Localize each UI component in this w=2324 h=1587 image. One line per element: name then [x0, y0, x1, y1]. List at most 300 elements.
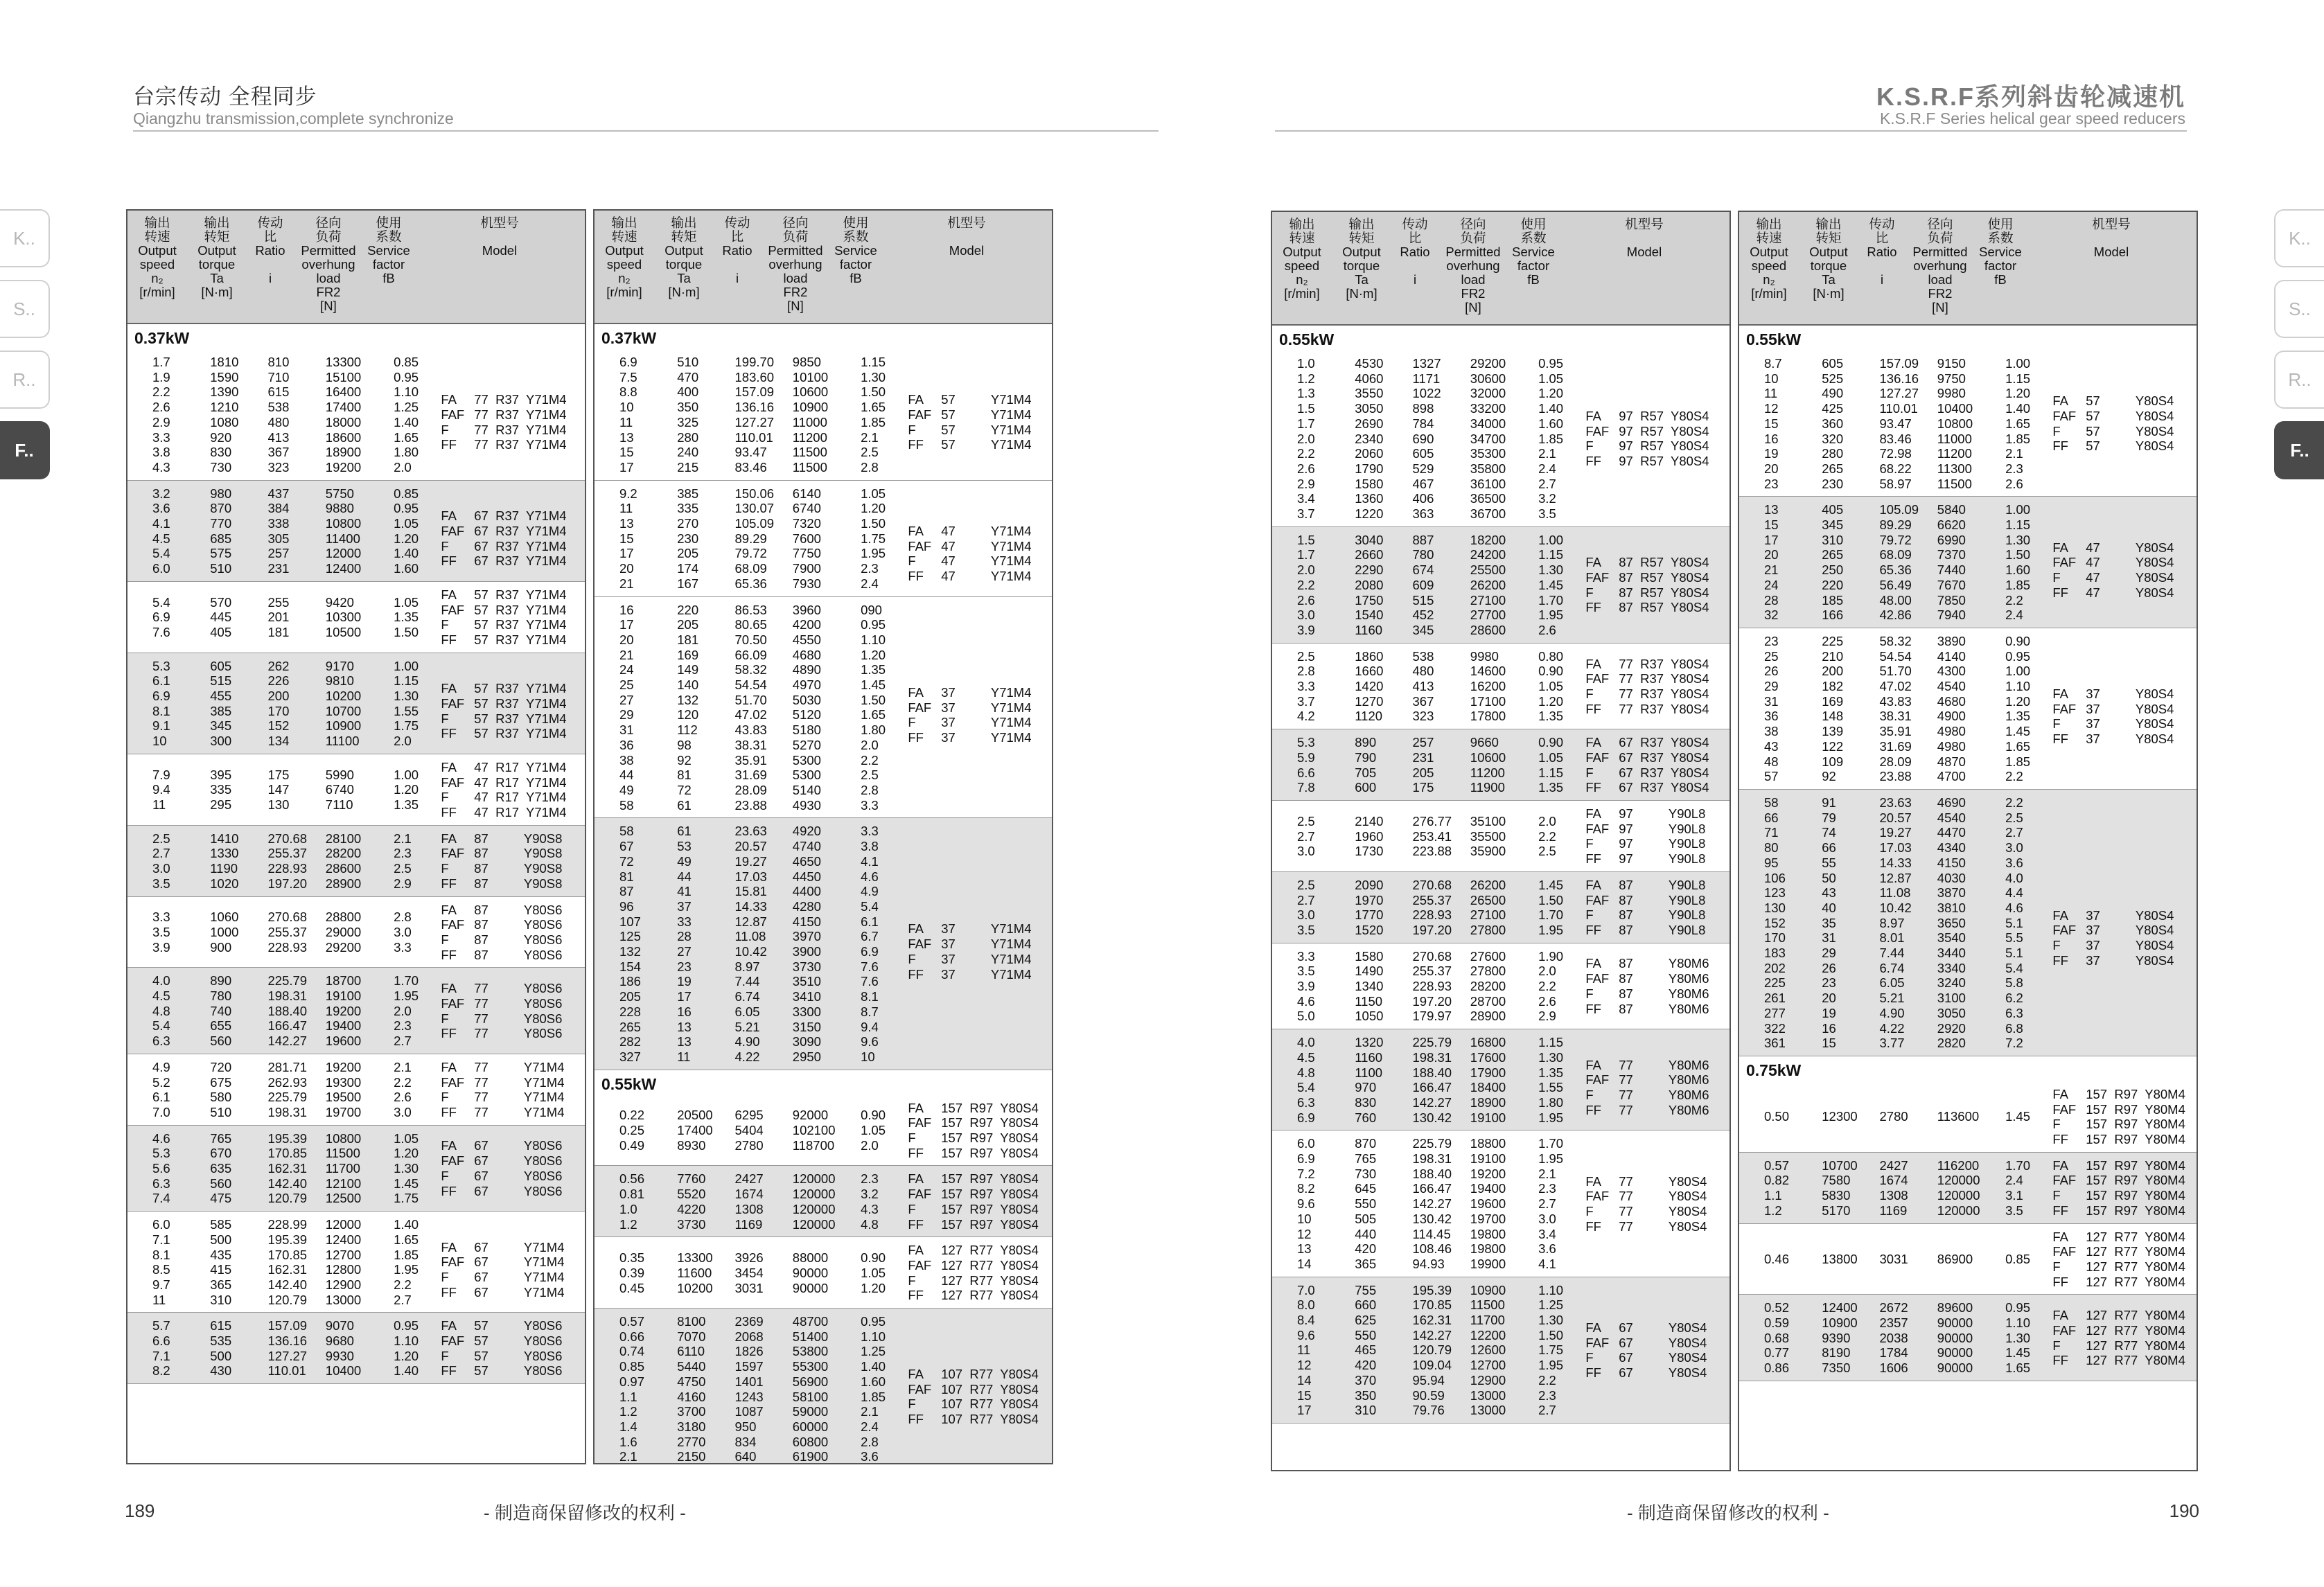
model-number-cell: 127 R77 Y80M4 127 R77 Y80M4 127 R77 Y80M4 127 R77 Y80M4 [2086, 1229, 2185, 1289]
output-torque-cell: 1810 1590 1390 1210 1080 920 830 730 [210, 355, 239, 475]
service-factor-cell: 1.05 1.35 1.50 [394, 594, 419, 640]
service-factor-cell: 1.45 1.50 1.70 1.95 [1538, 877, 1564, 937]
output-torque-cell: 720 675 580 510 [210, 1059, 232, 1119]
header-cell: 传动 比 Ratio i [255, 215, 285, 285]
overhung-load-cell: 9420 10300 10500 [325, 594, 362, 640]
mount-type-cell: FA FAF F FF [2052, 686, 2077, 747]
table-row-group [1739, 1081, 2197, 1153]
power-label: 0.37kW [601, 329, 657, 347]
output-torque-cell: 10700 7580 5830 5170 [1822, 1158, 1858, 1218]
header-cell: 径向 负荷 Permitted overhung load FR2 [N] [301, 215, 356, 313]
model-number-cell: 157 R97 Y80S4 157 R97 Y80S4 157 R97 Y80S4 157 R97 Y80S4 [941, 1171, 1039, 1232]
power-label: 0.75kW [1746, 1061, 1802, 1079]
ratio-cell: 2427 1674 1308 1169 [1879, 1158, 1908, 1218]
model-cell [441, 1318, 576, 1378]
output-torque-cell: 615 535 500 430 [210, 1318, 232, 1378]
overhung-load-cell: 29200 30600 32000 33200 34000 34700 35300 35800 36100 36500 36700 [1470, 356, 1506, 522]
table-row-group [1739, 1224, 2197, 1295]
model-cell [441, 1138, 576, 1198]
output-torque-cell: 1410 1330 1190 1020 [210, 831, 239, 891]
model-number-cell: 57 R37 Y71M4 57 R37 Y71M4 57 R37 Y71M4 57 R37 Y71M4 [474, 681, 567, 741]
model-cell [2052, 1230, 2188, 1290]
mount-type-cell: FA FAF F FF [441, 1138, 465, 1198]
output-speed-cell: 4.0 4.5 4.8 5.4 6.3 [152, 973, 170, 1049]
model-cell [1585, 735, 1721, 795]
output-speed-cell: 2.5 2.7 3.0 3.5 [1297, 877, 1315, 937]
model-number-cell: 77 R37 Y80S4 77 R37 Y80S4 77 R37 Y80S4 77 R37 Y80S4 [1619, 656, 1709, 716]
ratio-cell: 175 147 130 [267, 767, 290, 813]
service-factor-cell: 1.15 1.30 1.50 1.65 1.85 2.1 2.5 2.8 [861, 355, 886, 475]
output-torque-cell: 2090 1970 1770 1520 [1355, 877, 1384, 937]
model-cell [441, 760, 576, 820]
ratio-cell: 225.79 198.31 188.40 166.47 142.27 130.42 [1412, 1035, 1452, 1125]
output-speed-cell: 0.35 0.39 0.45 [619, 1250, 645, 1295]
model-number-cell: 157 R97 Y80S4 157 R97 Y80S4 157 R97 Y80S4 157 R97 Y80S4 [941, 1100, 1039, 1160]
overhung-load-cell: 9150 9750 9980 10400 10800 11000 11200 11300 11500 [1937, 356, 1973, 491]
output-speed-cell: 7.0 8.0 8.4 9.6 11 12 14 15 17 [1297, 1282, 1315, 1418]
header-cell: 机型号 Model [947, 215, 986, 258]
model-cell [1585, 1291, 1721, 1411]
output-torque-cell: 12300 [1822, 1109, 1858, 1124]
service-factor-cell: 1.00 1.15 1.30 1.45 1.70 1.95 2.6 [1538, 532, 1564, 637]
overhung-load-cell: 10800 11500 11700 12100 12500 [325, 1131, 362, 1206]
overhung-load-cell: 88000 90000 90000 [792, 1250, 829, 1295]
header-cell: 使用 系数 Service factor fB [367, 215, 410, 285]
overhung-load-cell: 10900 11500 11700 12200 12600 12700 12900 13000 13000 [1470, 1282, 1506, 1418]
service-factor-cell: 1.45 [2005, 1109, 2031, 1124]
output-torque-cell: 1580 1490 1340 1150 1050 [1355, 948, 1384, 1024]
output-torque-cell: 890 790 705 600 [1355, 735, 1377, 795]
ratio-cell: 2780 [1879, 1109, 1908, 1124]
overhung-load-cell: 9980 14600 16200 17100 17800 [1470, 648, 1506, 724]
table-row-group [1739, 1295, 2197, 1381]
output-torque-cell: 8100 7070 6110 5440 4750 4160 3700 3180 2770 2150 [677, 1314, 706, 1464]
table-row-group [1272, 644, 1729, 730]
output-speed-cell: 5.7 6.6 7.1 8.2 [152, 1318, 170, 1378]
output-torque-cell: 510 470 400 350 325 280 240 215 [677, 355, 699, 475]
model-cell [908, 493, 1044, 583]
mount-type-cell: FA FAF F FF [1585, 555, 1610, 615]
model-cell [908, 1101, 1044, 1161]
ratio-cell: 2672 2357 2038 1784 1606 [1879, 1300, 1908, 1376]
header-left-en: Qiangzhu transmission,complete synchronize [133, 109, 454, 127]
mount-type-cell: FA FAF F FF [441, 1318, 465, 1378]
mount-type-cell: FA FAF F FF [441, 981, 465, 1041]
overhung-load-cell: 92000 102100 118700 [792, 1108, 836, 1153]
output-speed-cell: 1.5 1.7 2.0 2.2 2.6 3.0 3.9 [1297, 532, 1315, 637]
model-cell [908, 1322, 1044, 1457]
table-row-group [1272, 351, 1729, 527]
ratio-cell: 23.63 20.57 19.27 17.03 14.33 12.87 11.08 10.42 8.97 8.01 7.44 6.74 6.05 5.21 4.90 4.22 3.77 [1879, 795, 1912, 1051]
model-number-cell: 77 Y80S4 77 Y80S4 77 Y80S4 77 Y80S4 [1619, 1173, 1707, 1234]
ratio-cell: 255 201 181 [267, 594, 290, 640]
mount-type-cell: FA FAF F FF [908, 1367, 932, 1427]
output-speed-cell: 13 15 17 20 21 24 28 32 [1764, 502, 1779, 623]
mount-type-cell: FA FAF F FF [908, 1100, 932, 1160]
table-body [1739, 326, 2197, 1381]
output-speed-cell: 4.9 5.2 6.1 7.0 [152, 1059, 170, 1119]
mount-type-cell: FA FAF F FF [908, 392, 932, 452]
model-cell [2052, 510, 2188, 615]
output-torque-cell: 225 210 200 182 169 148 139 122 109 92 [1822, 633, 1844, 784]
ratio-cell: 810 710 615 538 480 413 367 323 [267, 355, 290, 475]
ratio-cell: 225.79 198.31 188.40 166.47 142.27 [267, 973, 308, 1049]
table-row-group [127, 481, 585, 582]
table-row-group [1272, 801, 1729, 872]
ratio-cell: 195.39 170.85 162.31 142.27 120.79 109.04 95.94 90.59 79.76 [1412, 1282, 1452, 1418]
output-torque-cell: 1060 1000 900 [210, 910, 239, 955]
model-cell [441, 903, 576, 963]
table-row-group [595, 818, 1052, 1070]
table-row-group [595, 481, 1052, 597]
model-number-cell: 77 Y71M4 77 Y71M4 77 Y71M4 77 Y71M4 [474, 1059, 565, 1119]
table-row-group [127, 968, 585, 1054]
mount-type-cell: FA FAF F FF [2052, 393, 2077, 454]
output-torque-cell: 61 53 49 44 41 37 33 28 27 23 19 17 16 13 13 11 [677, 824, 692, 1064]
ratio-cell: 6295 5404 2780 [734, 1108, 764, 1153]
table-row-group [595, 1309, 1052, 1464]
mount-type-cell: FA FAF F FF [908, 684, 932, 745]
ratio-cell: 2427 1674 1308 1169 [734, 1171, 764, 1232]
overhung-load-cell: 28100 28200 28600 28900 [325, 831, 362, 891]
header-cell: 输出 转速 Output speed n₂ [r/min] [138, 215, 177, 299]
output-speed-cell: 5.4 6.9 7.6 [152, 594, 170, 640]
model-cell [2052, 1308, 2188, 1368]
overhung-load-cell: 9660 10600 11200 11900 [1470, 735, 1506, 795]
tab-r[interactable]: R.. [2274, 351, 2324, 409]
mount-type-cell: FA FAF F FF [2052, 1086, 2077, 1147]
table-row-group [127, 1054, 585, 1126]
model-cell [908, 362, 1044, 468]
overhung-load-cell: 9070 9680 9930 10400 [325, 1318, 362, 1378]
mount-type-cell: FA FAF F FF [441, 681, 465, 741]
output-torque-cell: 570 445 405 [210, 594, 232, 640]
header-cell: 传动 比 Ratio i [722, 215, 752, 285]
output-speed-cell: 0.22 0.25 0.49 [619, 1108, 645, 1153]
service-factor-cell: 0.95 1.05 1.20 1.40 1.60 1.85 2.1 2.4 2.7 3.2 3.5 [1538, 356, 1564, 522]
table-body [595, 324, 1052, 1464]
header-rule-right [1275, 130, 2187, 132]
header-rule-left [133, 130, 1159, 132]
overhung-load-cell: 9170 9810 10200 10700 10900 11100 [325, 658, 362, 749]
model-cell [908, 610, 1044, 805]
side-tabs-right [2274, 209, 2324, 492]
footer-notice-left: - 制造商保留修改的权利 - [484, 1502, 686, 1523]
ratio-cell: 281.71 262.93 225.79 198.31 [267, 1059, 308, 1119]
table-row-group [1739, 790, 2197, 1056]
output-torque-cell: 20500 17400 8930 [677, 1108, 713, 1153]
model-cell [441, 1225, 576, 1300]
output-torque-cell: 2140 1960 1730 [1355, 813, 1384, 859]
model-number-cell: 37 Y71M4 37 Y71M4 37 Y71M4 37 Y71M4 [941, 684, 1032, 745]
output-speed-cell: 2.5 2.7 3.0 [1297, 813, 1315, 859]
output-speed-cell: 5.3 6.1 6.9 8.1 9.1 10 [152, 658, 170, 749]
service-factor-cell: 1.05 1.20 1.50 1.75 1.95 2.3 2.4 [861, 486, 886, 591]
mount-type-cell: FA FAF F FF [908, 1243, 932, 1303]
mount-type-cell: FA FAF F FF [2052, 1308, 2077, 1368]
service-factor-cell: 0.95 1.10 1.25 1.40 1.60 1.85 2.1 2.4 2.8 3.6 [861, 1314, 886, 1464]
model-number-cell: 67 R37 Y71M4 67 R37 Y71M4 67 R37 Y71M4 67 R37 Y71M4 [474, 508, 567, 569]
header-cell: 使用 系数 Service factor fB [1512, 217, 1555, 287]
model-cell [1585, 956, 1721, 1016]
model-cell [1585, 364, 1721, 514]
mount-type-cell: FA FAF F FF [1585, 806, 1610, 867]
header-right-en: K.S.R.F Series helical gear speed reducers [1879, 109, 2185, 127]
table-row-group [127, 582, 585, 653]
overhung-load-cell: 35100 35500 35900 [1470, 813, 1506, 859]
output-torque-cell: 91 79 74 66 55 50 43 40 35 31 29 26 23 20 19 16 15 [1822, 795, 1836, 1051]
service-factor-cell: 1.00 1.15 1.30 1.55 1.75 2.0 [394, 658, 419, 749]
header-cell: 输出 转矩 Output torque Ta [N·m] [1342, 217, 1381, 301]
mount-type-cell: FA FAF F FF [2052, 540, 2077, 600]
mount-type-cell: FA FAF F FF [1585, 877, 1610, 937]
model-cell [1585, 806, 1721, 867]
model-cell [2052, 641, 2188, 777]
model-number-cell: 37 Y80S4 37 Y80S4 37 Y80S4 37 Y80S4 [2086, 686, 2174, 747]
output-speed-cell: 0.57 0.66 0.74 0.85 0.97 1.1 1.2 1.4 1.6 2.1 [619, 1314, 645, 1464]
overhung-load-cell: 9850 10100 10600 10900 11000 11200 11500 11500 [792, 355, 829, 475]
side-tabs-left [0, 209, 50, 492]
output-speed-cell: 6.9 7.5 8.8 10 11 13 15 17 [619, 355, 637, 475]
table-row-group [127, 1313, 585, 1384]
header-cell: 输出 转速 Output speed n₂ [r/min] [1750, 217, 1788, 301]
model-cell [2052, 1087, 2188, 1147]
overhung-load-cell: 120000 120000 120000 120000 [792, 1171, 836, 1232]
output-speed-cell: 1.7 1.9 2.2 2.6 2.9 3.3 3.8 4.3 [152, 355, 170, 475]
selection-table-panel [593, 209, 1053, 1464]
ratio-cell: 270.68 255.37 228.93 197.20 [1412, 877, 1452, 937]
model-cell [441, 493, 576, 569]
overhung-load-cell: 28800 29000 29200 [325, 910, 362, 955]
mount-type-cell: FA FAF F FF [2052, 1158, 2077, 1218]
header-cell: 使用 系数 Service factor fB [1979, 217, 2022, 287]
overhung-load-cell: 13300 15100 16400 17400 18000 18600 18900 19200 [325, 355, 362, 475]
mount-type-cell: FA FAF F FF [1585, 656, 1610, 716]
overhung-load-cell: 27600 27800 28200 28700 28900 [1470, 948, 1506, 1024]
mount-type-cell: FA FAF F FF [441, 392, 465, 452]
output-speed-cell: 9.2 11 13 15 17 20 21 [619, 486, 637, 591]
output-speed-cell: 0.57 0.82 1.1 1.2 [1764, 1158, 1790, 1218]
ratio-cell: 270.68 255.37 228.93 197.20 179.97 [1412, 948, 1452, 1024]
table-row-group [595, 1237, 1052, 1309]
output-torque-cell: 1320 1160 1100 970 830 760 [1355, 1035, 1384, 1125]
tab-f[interactable]: F.. [0, 421, 50, 479]
service-factor-cell: 1.10 1.25 1.30 1.50 1.75 1.95 2.2 2.3 2.7 [1538, 1282, 1564, 1418]
table-body [127, 324, 585, 1384]
table-row-group [127, 897, 585, 968]
service-factor-cell: 0.85 0.95 1.10 1.25 1.40 1.65 1.80 2.0 [394, 355, 419, 475]
service-factor-cell: 0.95 1.10 1.20 1.40 [394, 1318, 419, 1378]
ratio-cell: 2369 2068 1826 1597 1401 1243 1087 950 834 640 [734, 1314, 764, 1464]
header-cell: 使用 系数 Service factor fB [834, 215, 877, 285]
model-cell [441, 587, 576, 648]
mount-type-cell: FA FAF F FF [1585, 956, 1610, 1016]
ratio-cell: 3031 [1879, 1252, 1908, 1267]
overhung-load-cell: 18800 19100 19200 19400 19600 19700 19800 19800 19900 [1470, 1136, 1506, 1271]
output-speed-cell: 2.5 2.7 3.0 3.5 [152, 831, 170, 891]
header-cell: 输出 转速 Output speed n₂ [r/min] [1283, 217, 1321, 301]
model-number-cell: 97 Y90L8 97 Y90L8 97 Y90L8 97 Y90L8 [1619, 806, 1706, 867]
service-factor-cell: 2.1 2.2 2.6 3.0 [394, 1059, 412, 1119]
output-torque-cell: 385 335 270 230 205 174 167 [677, 486, 699, 591]
ratio-cell: 262 226 200 170 152 134 [267, 658, 290, 749]
ratio-cell: 270.68 255.37 228.93 [267, 910, 308, 955]
model-number-cell: 87 Y90L8 87 Y90L8 87 Y90L8 87 Y90L8 [1619, 877, 1706, 937]
service-factor-cell: 2.8 3.0 3.3 [394, 910, 412, 955]
output-torque-cell: 4530 4060 3550 3050 2690 2340 2060 1790 1580 1360 1220 [1355, 356, 1384, 522]
header-right-title: K.S.R.F系列斜齿轮减速机 [1876, 82, 2185, 111]
service-factor-cell: 1.05 1.20 1.30 1.45 1.75 [394, 1131, 419, 1206]
output-speed-cell: 3.3 3.5 3.9 4.6 5.0 [1297, 948, 1315, 1024]
output-speed-cell: 6.0 7.1 8.1 8.5 9.7 11 [152, 1217, 170, 1307]
header-cell: 机型号 Model [1625, 217, 1664, 259]
mount-type-cell: FA FAF F FF [908, 921, 932, 982]
table-row-group [595, 597, 1052, 819]
power-label: 0.37kW [134, 329, 190, 347]
output-torque-cell: 220 205 181 169 149 140 132 120 112 98 92 81 72 61 [677, 602, 699, 813]
header-cell: 传动 比 Ratio i [1400, 217, 1430, 287]
overhung-load-cell: 86900 [1937, 1252, 1973, 1267]
tab-k[interactable]: K.. [2274, 209, 2324, 267]
mount-type-cell: FA FAF F FF [441, 587, 465, 647]
overhung-load-cell: 18700 19100 19200 19400 19600 [325, 973, 362, 1049]
model-number-cell: 67 Y71M4 67 Y71M4 67 Y71M4 67 Y71M4 [474, 1239, 565, 1300]
output-speed-cell: 0.52 0.59 0.68 0.77 0.86 [1764, 1300, 1790, 1376]
mount-type-cell: FA FAF F FF [441, 759, 465, 819]
tab-r[interactable]: R.. [0, 351, 50, 409]
output-torque-cell: 870 765 730 645 550 505 440 420 365 [1355, 1136, 1377, 1271]
model-number-cell: 47 Y71M4 47 Y71M4 47 Y71M4 47 Y71M4 [941, 523, 1032, 583]
service-factor-cell: 1.40 1.65 1.85 1.95 2.2 2.7 [394, 1217, 419, 1307]
table-row-group [595, 349, 1052, 481]
service-factor-cell: 1.70 2.4 3.1 3.5 [2005, 1158, 2031, 1218]
model-number-cell: 87 Y80S6 87 Y80S6 87 Y80S6 87 Y80S6 [474, 902, 563, 962]
table-row-group [1739, 351, 2197, 497]
output-torque-cell: 405 345 310 265 250 220 185 166 [1822, 502, 1844, 623]
service-factor-cell: 2.2 2.5 2.7 3.0 3.6 4.0 4.4 4.6 5.1 5.5 5.1 5.4 5.8 6.2 6.3 6.8 7.2 [2005, 795, 2023, 1051]
model-number-cell: 127 R77 Y80S4 127 R77 Y80S4 127 R77 Y80S4 127 R77 Y80S4 [941, 1243, 1039, 1303]
overhung-load-cell: 4690 4540 4470 4340 4150 4030 3870 3810 3650 3540 3440 3340 3240 3100 3050 2920 2820 [1937, 795, 1966, 1051]
service-factor-cell: 0.90 0.95 1.00 1.10 1.20 1.35 1.45 1.65 1.85 2.2 [2005, 633, 2031, 784]
header-cell: 机型号 Model [480, 215, 519, 258]
header-cell: 径向 负荷 Permitted overhung load FR2 [N] [1912, 217, 1968, 314]
output-torque-cell: 395 335 295 [210, 767, 232, 813]
table-row-group [1272, 729, 1729, 801]
header-left-cn: 台宗传动 全程同步 [133, 85, 317, 109]
mount-type-cell: FA FAF F FF [1585, 735, 1610, 795]
service-factor-cell: 0.80 0.90 1.05 1.20 1.35 [1538, 648, 1564, 724]
model-cell [2052, 803, 2188, 1043]
model-number-cell: 127 R77 Y80M4 127 R77 Y80M4 127 R77 Y80M4 127 R77 Y80M4 [2086, 1308, 2185, 1368]
model-cell [441, 1060, 576, 1120]
mount-type-cell: FA FAF F FF [908, 523, 932, 583]
output-speed-cell: 5.3 5.9 6.6 7.8 [1297, 735, 1315, 795]
service-factor-cell: 0.90 1.05 1.15 1.35 [1538, 735, 1564, 795]
ratio-cell: 86.53 80.65 70.50 66.09 58.32 54.54 51.70 47.02 43.83 38.31 35.91 31.69 28.09 23.88 [734, 602, 767, 813]
mount-type-cell: FA FAF F FF [1585, 1173, 1610, 1234]
model-cell [2052, 364, 2188, 484]
mount-type-cell: FA FAF F FF [441, 1239, 465, 1300]
table-header [1272, 212, 1729, 326]
service-factor-cell: 3.3 3.8 4.1 4.6 4.9 5.4 6.1 6.7 6.9 7.6 7.6 8.1 8.7 9.4 9.6 10 [861, 824, 879, 1064]
power-label: 0.55kW [1746, 330, 1802, 348]
output-torque-cell: 13800 [1822, 1252, 1858, 1267]
model-cell [1585, 540, 1721, 630]
model-cell [1585, 1144, 1721, 1264]
header-cell: 径向 负荷 Permitted overhung load FR2 [N] [768, 215, 823, 313]
header-cell: 机型号 Model [2092, 217, 2131, 259]
ratio-cell: 150.06 130.07 105.09 89.29 79.72 68.09 65.36 [734, 486, 775, 591]
overhung-load-cell: 5990 6740 7110 [325, 767, 354, 813]
model-cell [441, 981, 576, 1041]
mount-type-cell: FA FAF F FF [2052, 907, 2077, 968]
output-speed-cell: 3.3 3.5 3.9 [152, 910, 170, 955]
service-factor-cell: 1.90 2.0 2.2 2.6 2.9 [1538, 948, 1564, 1024]
output-speed-cell: 4.6 5.3 5.6 6.3 7.4 [152, 1131, 170, 1206]
ratio-cell: 437 384 338 305 257 231 [267, 486, 290, 576]
table-row-group [1272, 1131, 1729, 1277]
overhung-load-cell: 4920 4740 4650 4450 4400 4280 4150 3970 3900 3730 3510 3410 3300 3150 3090 2950 [792, 824, 821, 1064]
header-cell: 输出 转矩 Output torque Ta [N·m] [664, 215, 703, 299]
model-number-cell: 157 R97 Y80M4 157 R97 Y80M4 157 R97 Y80M4 157 R97 Y80M4 [2086, 1086, 2185, 1147]
tab-f[interactable]: F.. [2274, 421, 2324, 479]
overhung-load-cell: 113600 [1937, 1109, 1980, 1124]
model-number-cell: 57 Y80S6 57 Y80S6 57 Y80S6 57 Y80S6 [474, 1318, 563, 1378]
output-speed-cell: 8.7 10 11 12 15 16 19 20 23 [1764, 356, 1782, 491]
service-factor-cell: 1.00 1.15 1.20 1.40 1.65 1.85 2.1 2.3 2.6 [2005, 356, 2031, 491]
output-torque-cell: 605 525 490 425 360 320 280 265 230 [1822, 356, 1844, 491]
ratio-cell: 887 780 674 609 515 452 345 [1412, 532, 1434, 637]
tab-k[interactable]: K.. [0, 209, 50, 267]
header-cell: 输出 转速 Output speed n₂ [r/min] [605, 215, 644, 299]
tab-s[interactable]: S.. [0, 280, 50, 338]
output-speed-cell: 3.2 3.6 4.1 4.5 5.4 6.0 [152, 486, 170, 576]
service-factor-cell: 1.00 1.15 1.30 1.50 1.60 1.85 2.2 2.4 [2005, 502, 2031, 623]
overhung-load-cell: 12000 12400 12700 12800 12900 13000 [325, 1217, 362, 1307]
mount-type-cell: FA FAF F FF [908, 1171, 932, 1232]
ratio-cell: 157.09 136.16 127.27 110.01 [267, 1318, 308, 1378]
service-factor-cell: 1.00 1.20 1.35 [394, 767, 419, 813]
header-cell: 径向 负荷 Permitted overhung load FR2 [N] [1445, 217, 1501, 314]
model-number-cell: 77 Y80M6 77 Y80M6 77 Y80M6 77 Y80M6 [1619, 1057, 1709, 1117]
table-header [127, 211, 585, 324]
model-cell [441, 362, 576, 468]
output-speed-cell: 1.0 1.2 1.3 1.5 1.7 2.0 2.2 2.6 2.9 3.4 3.7 [1297, 356, 1315, 522]
output-torque-cell: 890 780 740 655 560 [210, 973, 232, 1049]
model-cell [908, 1171, 1044, 1232]
output-speed-cell: 4.0 4.5 4.8 5.4 6.3 6.9 [1297, 1035, 1315, 1125]
model-cell [1585, 657, 1721, 717]
overhung-load-cell: 89600 90000 90000 90000 90000 [1937, 1300, 1973, 1376]
table-row-group [1272, 1029, 1729, 1131]
mount-type-cell: FA FAF F FF [2052, 1229, 2077, 1289]
table-header [1739, 212, 2197, 326]
service-factor-cell: 0.90 1.05 2.0 [861, 1108, 886, 1153]
model-cell [1585, 878, 1721, 938]
overhung-load-cell: 116200 120000 120000 120000 [1937, 1158, 1980, 1218]
model-number-cell: 87 Y80M6 87 Y80M6 87 Y80M6 87 Y80M6 [1619, 956, 1709, 1016]
output-speed-cell: 58 67 72 81 87 96 107 125 132 154 186 205 228 265 282 327 [619, 824, 641, 1064]
model-cell [441, 831, 576, 892]
model-number-cell: 77 R37 Y71M4 77 R37 Y71M4 77 R37 Y71M4 77 R37 Y71M4 [474, 392, 567, 452]
mount-type-cell: FA FAF F FF [441, 1059, 465, 1119]
output-speed-cell: 0.50 [1764, 1109, 1790, 1124]
ratio-cell: 270.68 255.37 228.93 197.20 [267, 831, 308, 891]
table-row-group [1739, 497, 2197, 628]
overhung-load-cell: 18200 24200 25500 26200 27100 27700 28600 [1470, 532, 1506, 637]
tab-s[interactable]: S.. [2274, 280, 2324, 338]
page-number-right: 190 [2169, 1500, 2199, 1521]
